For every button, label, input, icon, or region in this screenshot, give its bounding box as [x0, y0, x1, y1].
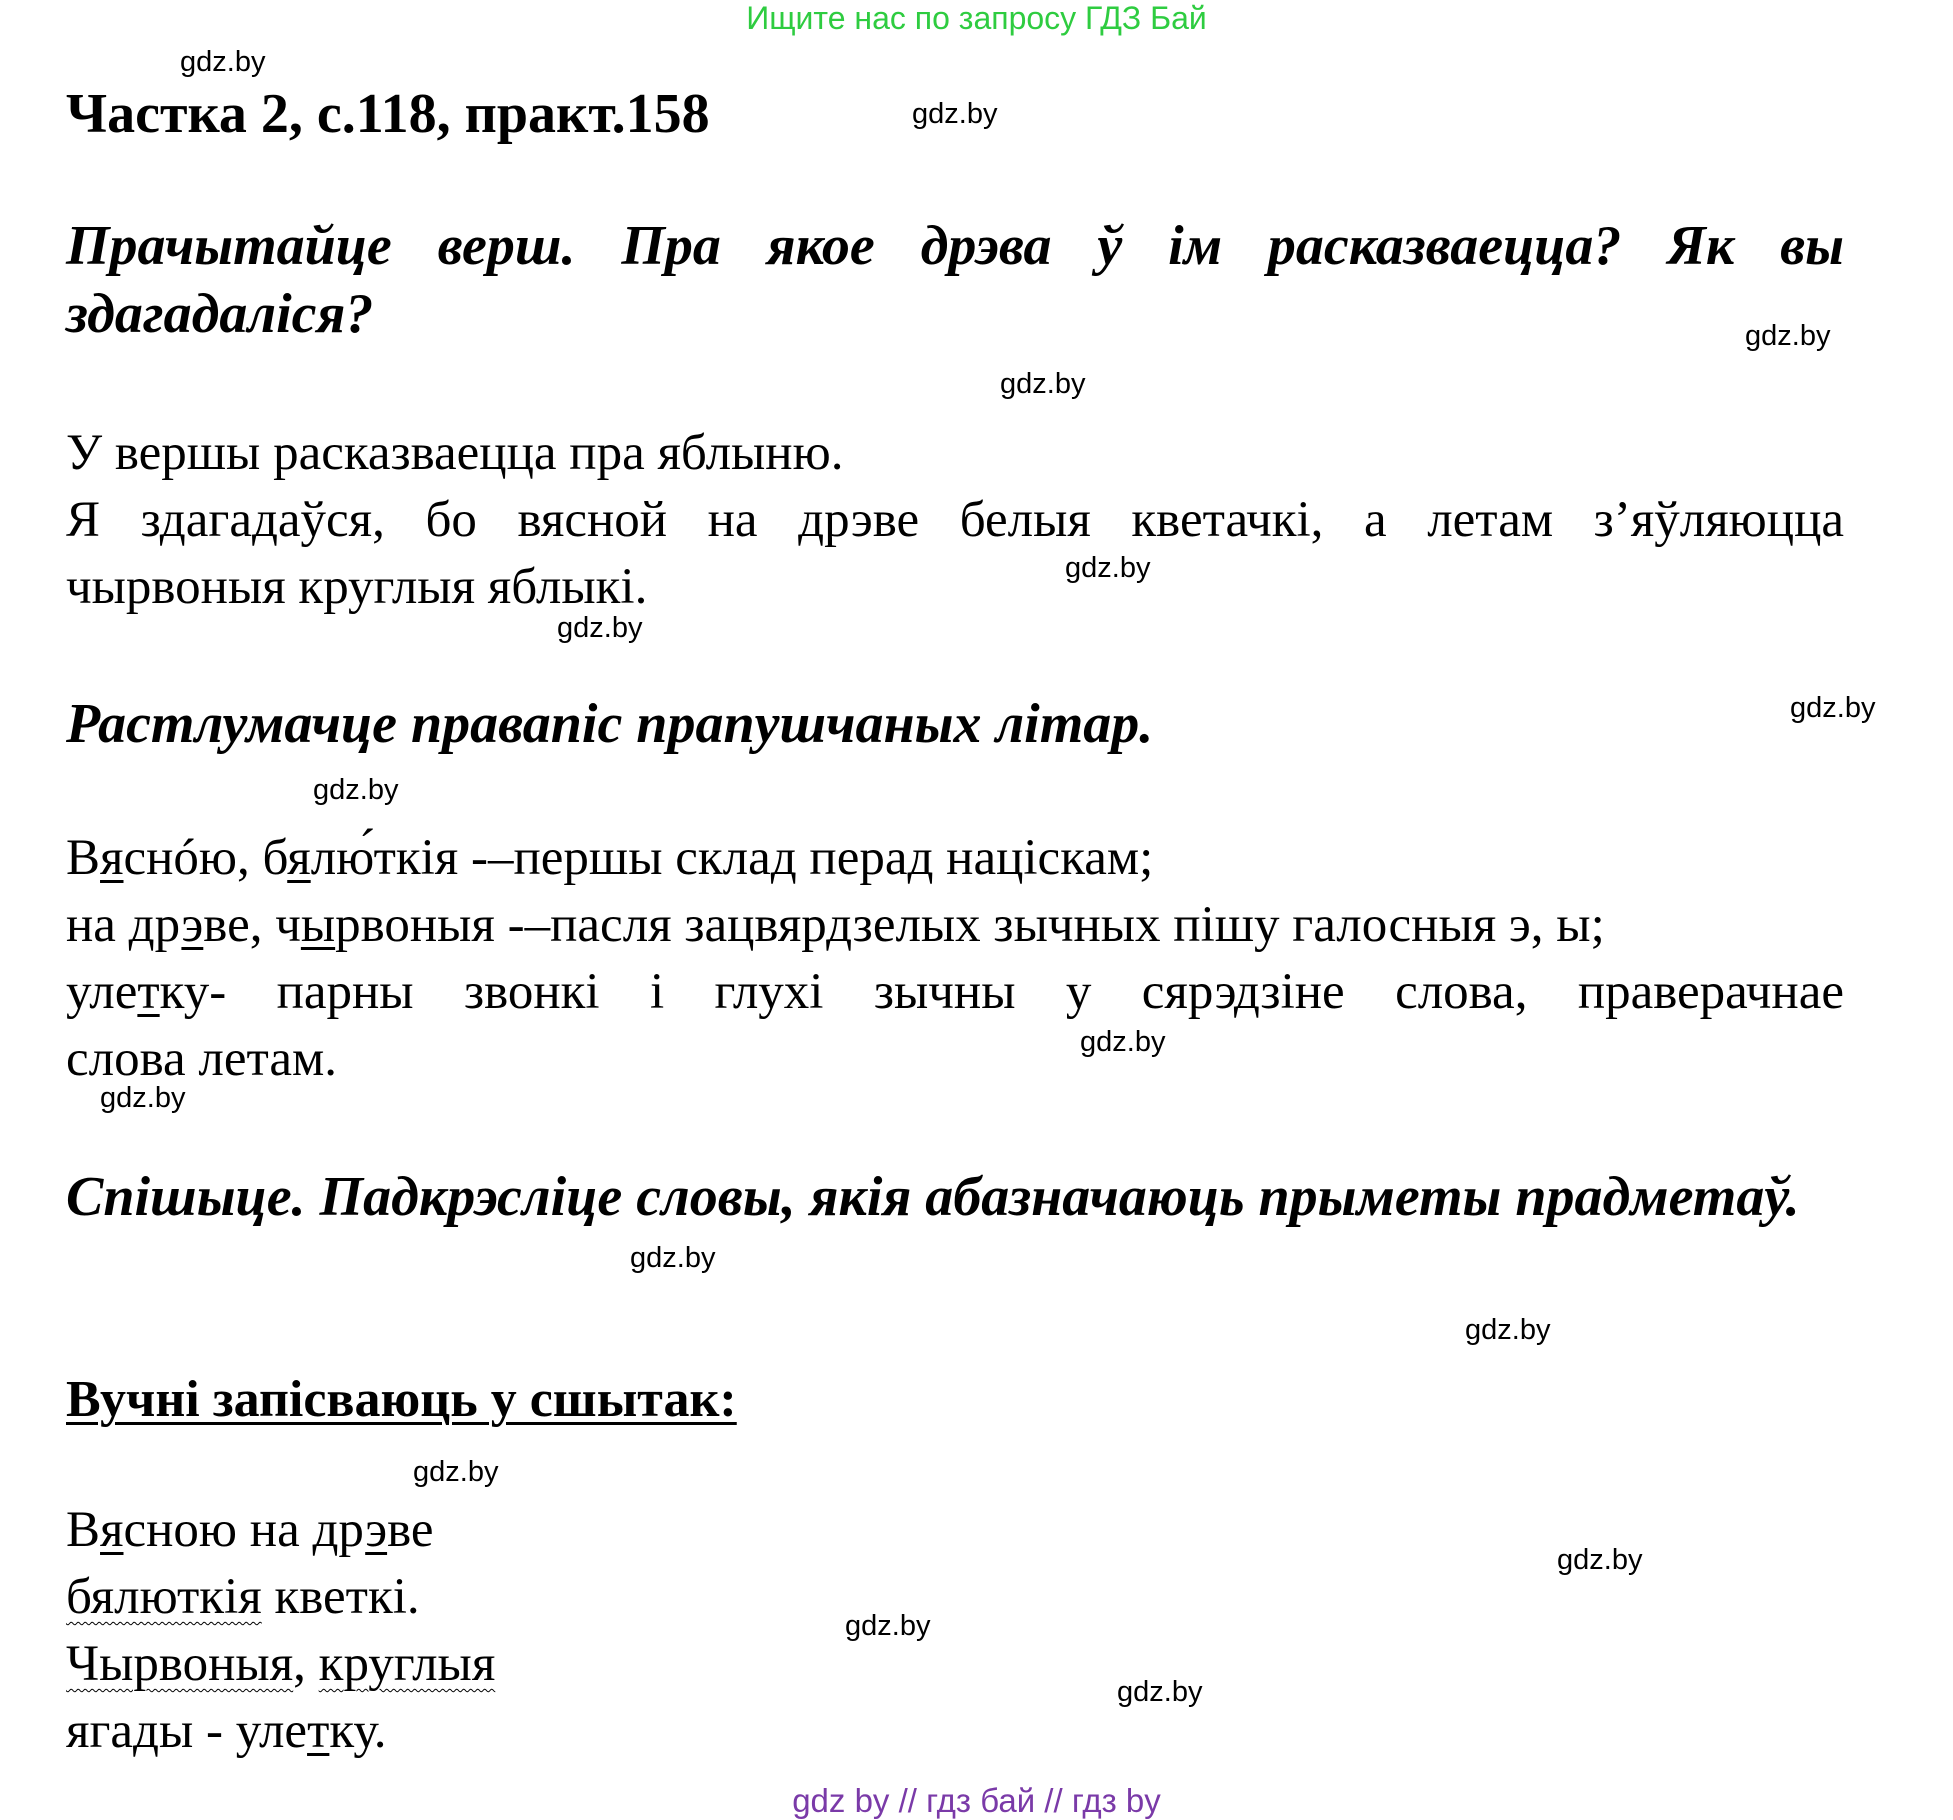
text-run: уле: [66, 964, 138, 1020]
text-run: ку.: [329, 1703, 387, 1759]
answer-2-line-3: [66, 959, 1844, 1025]
watermark: gdz.by: [180, 46, 266, 78]
task-2: Растлумачце правапіс прапушчаных літар.: [66, 693, 1154, 755]
answer-2-line-1: [66, 825, 1153, 891]
text-run: ве: [387, 1502, 434, 1558]
watermark: gdz.by: [1465, 1314, 1551, 1346]
watermark: gdz.by: [1745, 320, 1831, 352]
wavy-underlined-word: Чырвоныя: [66, 1636, 294, 1692]
copy-line-3: [66, 1631, 495, 1697]
underlined-letter: я: [287, 830, 311, 886]
site-footer: gdz by // гдз бай // гдз by: [792, 1782, 1161, 1819]
watermark: gdz.by: [1117, 1676, 1203, 1708]
copy-line-4: [66, 1698, 387, 1764]
site-banner: Ищите нас по запросу ГДЗ Бай: [746, 0, 1207, 36]
underlined-letter: э: [181, 897, 204, 953]
watermark: gdz.by: [845, 1610, 931, 1642]
underlined-letter: т: [307, 1703, 330, 1759]
underlined-letter: т: [137, 964, 160, 1020]
underlined-letter: э: [365, 1502, 388, 1558]
watermark: gdz.by: [630, 1242, 716, 1274]
answer-1-line-1: У вершы расказваецца пра яблыню.: [66, 425, 844, 481]
watermark: gdz.by: [1557, 1544, 1643, 1576]
task-1: Прачытайце верш. Пра якое дрэва ў ім расказваецца? Як вы здагадаліся?: [66, 215, 1844, 345]
underlined-letter: я: [100, 1502, 124, 1558]
text-run: ягады - уле: [66, 1703, 308, 1759]
copy-line-2: [66, 1564, 420, 1630]
underlined-letter: я: [100, 830, 124, 886]
watermark: gdz.by: [912, 98, 998, 130]
text-run: ,: [293, 1636, 319, 1692]
task-3: Спішыце. Падкрэсліце словы, якія абазначаюць прыметы прадметаў.: [66, 1166, 1800, 1228]
text-run: на др: [66, 897, 182, 953]
text-run: ве, ч: [203, 897, 301, 953]
watermark: gdz.by: [1790, 692, 1876, 724]
answer-2-line-2: [66, 892, 1605, 958]
text-run: ку- парны звонкі і глухі зычны у сярэдзіне слова, праверачнае: [159, 964, 1844, 1020]
wavy-underlined-word: бялюткія: [66, 1569, 262, 1625]
text-run: лю́ткія -–першы склад перад націскам;: [310, 830, 1154, 886]
text-run: В: [66, 1502, 101, 1558]
text-run: снóю, б: [123, 830, 288, 886]
answer-1-line-3: чырвоныя круглыя яблыкі.: [66, 559, 648, 615]
section-heading: Вучні запісваюць у сшытак:: [66, 1371, 737, 1428]
answer-1-line-2: Я здагадаўся, бо вясной на дрэве белыя кветачкі, а летам з’яўляюцца: [66, 492, 1844, 548]
text-run: сною на др: [123, 1502, 366, 1558]
watermark: gdz.by: [413, 1456, 499, 1488]
text-run: рвоныя -–пасля зацвярдзелых зычных пішу галосныя э, ы;: [335, 897, 1605, 953]
text-run: В: [66, 830, 101, 886]
watermark: gdz.by: [1080, 1026, 1166, 1058]
answer-2-line-4: слова летам.: [66, 1031, 338, 1087]
wavy-underlined-word: круглыя: [318, 1636, 496, 1692]
watermark: gdz.by: [1000, 368, 1086, 400]
watermark: gdz.by: [313, 774, 399, 806]
watermark: gdz.by: [1065, 552, 1151, 584]
copy-line-1: [66, 1497, 434, 1563]
watermark: gdz.by: [557, 612, 643, 644]
underlined-letter: ы: [300, 897, 336, 953]
page-title: Частка 2, с.118, практ.158: [66, 83, 710, 145]
watermark: gdz.by: [100, 1082, 186, 1114]
text-run: кветкі.: [261, 1569, 420, 1625]
